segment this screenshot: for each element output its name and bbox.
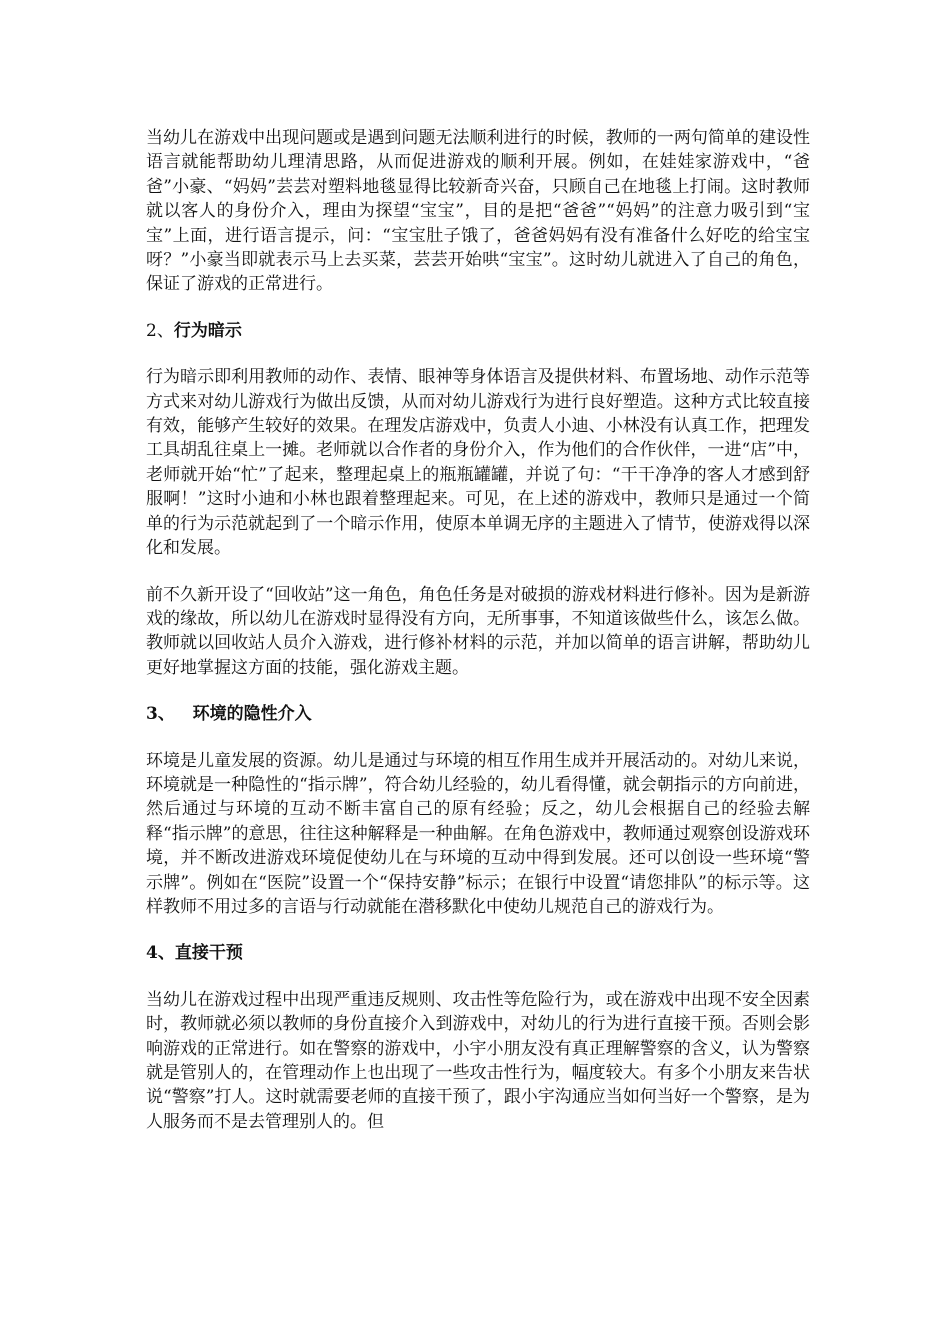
paragraph-verbal-prompt: 当幼儿在游戏中出现问题或是遇到问题无法顺利进行的时候，教师的一两句简单的建设性语言就能帮助幼儿理清思路，从而促进游戏的顺利开展。例如，在娃娃家游戏中，“爸爸”小豪、“妈妈”芸芸对塑料地毯显得比较新奇兴奋，只顾自己在地毯上打闹。这时教师就以客人的身份介入，理由为探望“宝宝”，目的是把“爸爸”“妈妈”的注意力吸引到“宝宝”上面，进行语言提示，问：“宝宝肚子饿了，爸爸妈妈有没有准备什么好吃的给宝宝呀？”小豪当即就表示马上去买菜，芸芸开始哄“宝宝”。这时幼儿就进入了自己的角色，保证了游戏的正常进行。 — [146, 128, 810, 295]
section-number: 2、 — [146, 320, 174, 341]
section-number: 3、 — [146, 704, 175, 725]
document-body — [146, 126, 810, 1134]
section-title: 直接干预 — [174, 943, 243, 964]
section-heading-behavior-hint — [146, 319, 810, 343]
paragraph-recycling-station: 前不久新开设了“回收站”这一角色，角色任务是对破损的游戏材料进行修补。因为是新游戏的缘故，所以幼儿在游戏时显得没有方向，无所事事，不知道该做些什么，该怎么做。教师就以回收站人员介入游戏，进行修补材料的示范，并加以简单的语言讲解，帮助幼儿更好地掌握这方面的技能，强化游戏主题。 — [146, 584, 810, 678]
section-number: 4、 — [146, 943, 175, 964]
paragraph-direct-intervention: 当幼儿在游戏过程中出现严重违反规则、攻击性等危险行为，或在游戏中出现不安全因素时，教师就必须以教师的身份直接介入到游戏中，对幼儿的行为进行直接干预。否则会影响游戏的正常进行。如在警察的游戏中，小宇小朋友没有真正理解警察的含义，认为警察就是管别人的，在管理动作上也出现了一些攻击性行为，幅度较大。有多个小朋友来告状说“警察”打人。这时就需要老师的直接干预了，跟小宇沟通应当如何当好一个警察，是为人服务而不是去管理别人的。但 — [146, 989, 810, 1132]
paragraph-environment: 环境是儿童发展的资源。幼儿是通过与环境的相互作用生成并开展活动的。对幼儿来说，环境就是一种隐性的“指示牌”，符合幼儿经验的，幼儿看得懂，就会朝指示的方向前进，然后通过与环境的互动不断丰富自己的原有经验；反之，幼儿会根据自己的经验去解释“指示牌”的意思，往往这种解释是一种曲解。在角色游戏中，教师通过观察创设游戏环境，并不断改进游戏环境促使幼儿在与环境的互动中得到发展。还可以创设一些环境“警示牌”。例如在“医院”设置一个“保持安静”标示；在银行中设置“请您排队”的标示等。这样教师不用过多的言语与行动就能在潜移默化中使幼儿规范自己的游戏行为。 — [146, 750, 810, 917]
section-heading-environment — [146, 702, 810, 726]
section-heading-direct-intervention — [146, 941, 810, 965]
section-title: 环境的隐性介入 — [192, 704, 312, 725]
paragraph-behavior-hint: 行为暗示即利用教师的动作、表情、眼神等身体语言及提供材料、布置场地、动作示范等方式来对幼儿游戏行为做出反馈，从而对幼儿游戏行为进行良好塑造。这种方式比较直接有效，能够产生较好的效果。在理发店游戏中，负责人小迪、小林没有认真工作，把理发工具胡乱往桌上一摊。老师就以合作者的身份介入，作为他们的合作伙伴，一进“店”中，老师就开始“忙”了起来，整理起桌上的瓶瓶罐罐，并说了句：“干干净净的客人才感到舒服啊！”这时小迪和小林也跟着整理起来。可见，在上述的游戏中，教师只是通过一个简单的行为示范就起到了一个暗示作用，使原本单调无序的主题进入了情节，使游戏得以深化和发展。 — [146, 367, 810, 559]
section-title: 行为暗示 — [173, 320, 242, 341]
